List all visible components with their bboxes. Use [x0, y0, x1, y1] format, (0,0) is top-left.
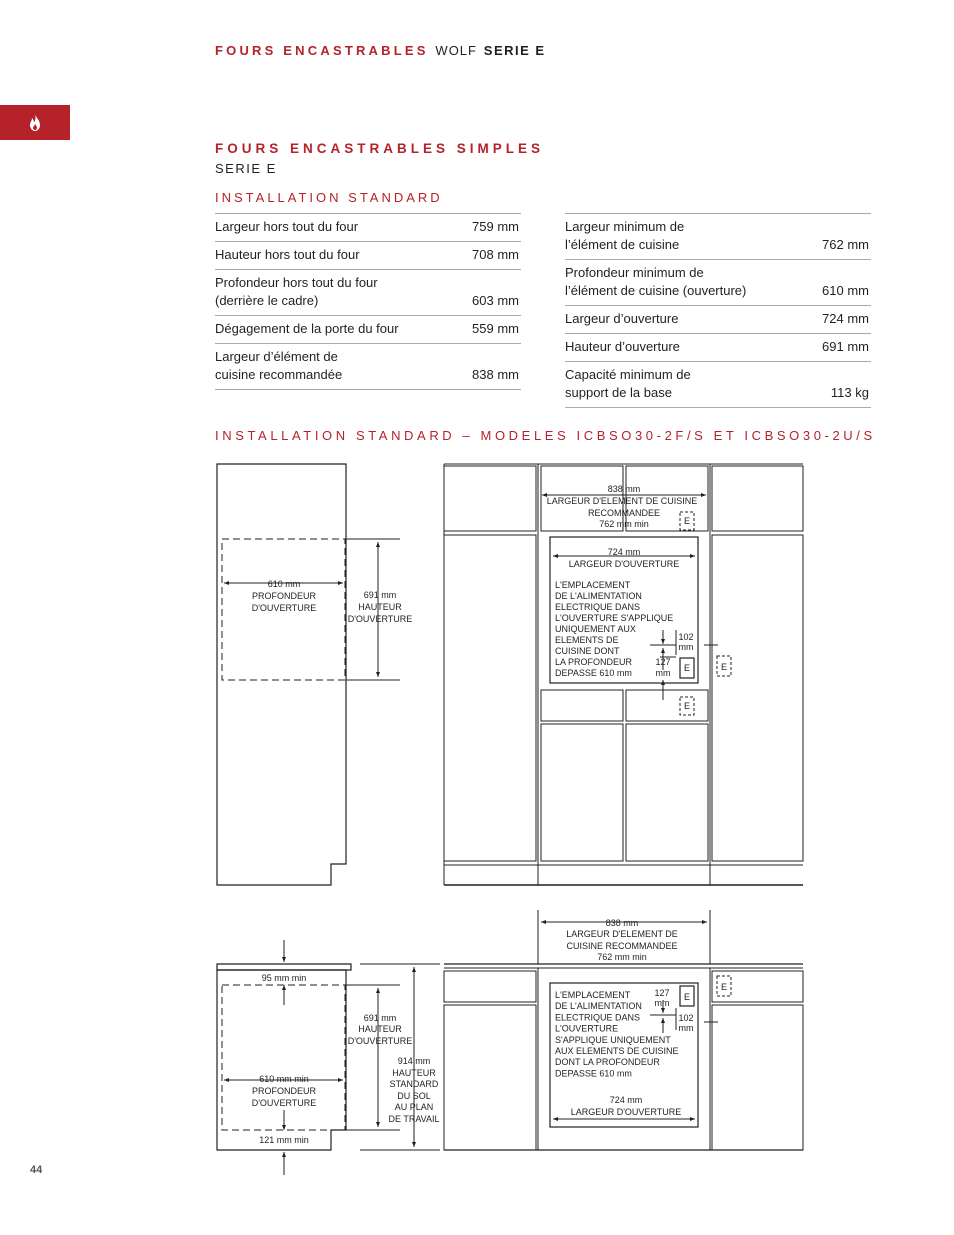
spec-value: 762 mm	[822, 237, 869, 252]
spec-label: Hauteur hors tout du four	[215, 247, 360, 262]
note-line: DEPASSE 610 mm	[555, 668, 632, 678]
dim-914-value: 914 mm	[397, 1056, 431, 1066]
dim-691-label2: D'OUVERTURE	[347, 614, 413, 624]
note-line: S'APPLIQUE UNIQUEMENT	[555, 1034, 671, 1045]
note-line: DEPASSE 610 mm	[555, 1068, 632, 1079]
dim-610-value: 610 mm min	[259, 1074, 309, 1084]
spec-value: 691 mm	[822, 339, 869, 354]
install-models-heading: INSTALLATION STANDARD – MODELES ICBSO30-2F/S ET ICBSO30-2U/S	[215, 428, 876, 443]
e-marker: E	[683, 516, 691, 526]
dim-724-label: LARGEUR D'OUVERTURE	[570, 1107, 682, 1117]
note-line: UNIQUEMENT AUX	[555, 624, 636, 634]
note-line: L'EMPLACEMENT	[555, 580, 631, 590]
dim-838-label2: RECOMMANDEE	[587, 508, 661, 518]
section-series: SERIE E	[215, 161, 277, 176]
dim-724-value: 724 mm	[609, 1095, 643, 1105]
note-line: LA PROFONDEUR	[555, 657, 633, 667]
spec-value: 113 kg	[830, 385, 869, 400]
header-series: SERIE E	[483, 43, 546, 58]
dim-724-label: LARGEUR D'OUVERTURE	[568, 559, 680, 569]
spec-label: Profondeur hors tout du four (derrière le cadre)	[215, 275, 378, 308]
dim-691-label1: HAUTEUR	[358, 602, 402, 612]
dim-838-min: 762 mm min	[599, 519, 649, 529]
note-line: AUX ELEMENTS DE CUISINE	[555, 1046, 679, 1056]
dim-691-value: 691 mm	[363, 1013, 397, 1023]
note-line: CUISINE DONT	[555, 646, 620, 656]
spec-label: Capacité minimum de support de la base	[565, 367, 691, 400]
e-marker: E	[720, 982, 728, 992]
spec-value: 603 mm	[472, 293, 519, 308]
spec-value: 759 mm	[472, 219, 519, 234]
e-marker: E	[683, 663, 691, 673]
dim-691-label1: HAUTEUR	[358, 1024, 402, 1034]
e-marker: E	[683, 701, 691, 711]
spec-label: Profondeur minimum de l’élément de cuisine (ouverture)	[565, 265, 747, 298]
spec-value: 724 mm	[822, 311, 869, 326]
dim-102-unit: mm	[678, 1023, 694, 1033]
dim-914-label2: STANDARD	[389, 1079, 439, 1089]
dim-838-label1: LARGEUR D'ELEMENT DE	[566, 929, 678, 939]
dim-914-label1: HAUTEUR	[392, 1068, 436, 1078]
header-title: FOURS ENCASTRABLES	[215, 43, 429, 58]
dim-610-label1: PROFONDEUR	[251, 591, 317, 601]
spec-value: 559 mm	[472, 321, 519, 336]
note-line: DE L'ALIMENTATION	[555, 1001, 642, 1012]
spec-value: 610 mm	[822, 283, 869, 298]
dim-127-value: 127	[655, 657, 671, 667]
dim-914-label3: DU SOL	[397, 1091, 431, 1101]
note-line: DE L'ALIMENTATION	[555, 591, 642, 601]
note-line: L'OUVERTURE	[555, 1023, 619, 1034]
dim-838-value: 838 mm	[607, 484, 641, 494]
note-line: ELECTRIQUE DANS	[555, 602, 641, 612]
e-marker: E	[720, 662, 728, 672]
note-line: ELECTRIQUE DANS	[555, 1012, 641, 1023]
dim-838-label1: LARGEUR D'ELEMENT DE CUISINE	[546, 496, 698, 506]
dim-914-label4: AU PLAN	[394, 1102, 434, 1112]
note-line: L'EMPLACEMENT	[555, 990, 631, 1000]
dim-102-value: 102	[678, 632, 694, 642]
spec-label: Largeur d’élément de cuisine recommandée	[215, 349, 343, 382]
dim-610-label2: D'OUVERTURE	[251, 1098, 317, 1108]
dim-838-min: 762 mm min	[597, 952, 647, 962]
dim-691-value: 691 mm	[363, 590, 397, 600]
dim-127-value: 127	[654, 988, 670, 998]
side-cabinet-top	[217, 464, 400, 885]
dim-102-value: 102	[678, 1013, 694, 1023]
spec-label: Dégagement de la porte du four	[215, 321, 399, 336]
spec-label: Largeur hors tout du four	[215, 219, 359, 234]
dim-121-label: 121 mm min	[259, 1135, 309, 1145]
page-number: 44	[30, 1164, 43, 1176]
dim-610-label1: PROFONDEUR	[251, 1086, 317, 1096]
dim-691-label2: D'OUVERTURE	[347, 1036, 413, 1046]
spec-label: Largeur d’ouverture	[565, 311, 679, 326]
spec-value: 838 mm	[472, 367, 519, 382]
note-line: L'OUVERTURE S'APPLIQUE	[555, 613, 674, 623]
dim-127-unit: mm	[654, 998, 670, 1008]
note-line: ELEMENTS DE	[555, 635, 619, 645]
spec-value: 708 mm	[472, 247, 519, 262]
spec-label: Hauteur d’ouverture	[565, 339, 680, 354]
dim-102-unit: mm	[678, 642, 694, 652]
dim-95-label: 95 mm min	[261, 973, 307, 983]
dim-838-label2: CUISINE RECOMMANDEE	[566, 941, 678, 951]
install-standard-heading: INSTALLATION STANDARD	[215, 190, 443, 205]
dim-610-value: 610 mm	[267, 579, 301, 589]
dim-610-label2: D'OUVERTURE	[251, 603, 317, 613]
dim-724-value: 724 mm	[607, 547, 641, 557]
section-title: FOURS ENCASTRABLES SIMPLES	[215, 141, 545, 156]
dim-914-label5: DE TRAVAIL	[388, 1114, 440, 1124]
dim-838-value: 838 mm	[605, 918, 639, 928]
header-brand: WOLF	[435, 43, 477, 58]
e-marker: E	[683, 992, 691, 1002]
spec-label: Largeur minimum de l’élément de cuisine	[565, 219, 685, 252]
note-line: DONT LA PROFONDEUR	[555, 1057, 660, 1068]
dim-127-unit: mm	[655, 668, 671, 678]
